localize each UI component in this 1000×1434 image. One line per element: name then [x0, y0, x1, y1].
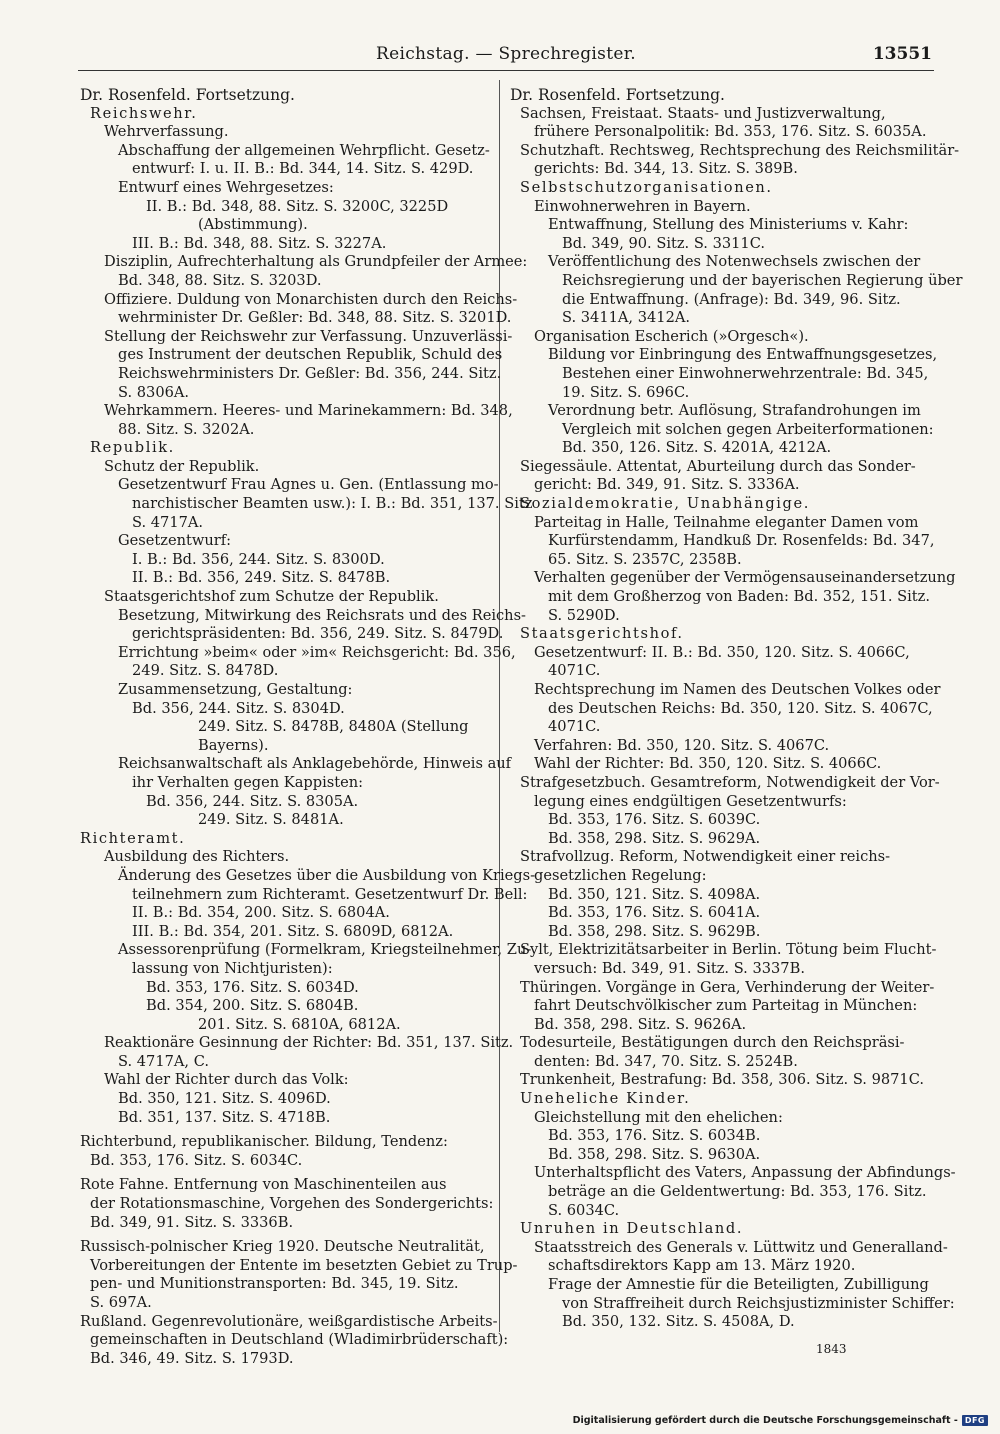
index-line: Bd. 356, 244. Sitz. S. 8304D. — [132, 699, 345, 717]
index-line: Staatsgerichtshof zum Schutze der Republik. — [104, 588, 439, 606]
index-line: Wahl der Richter: Bd. 350, 120. Sitz. S. 4066C. — [534, 755, 882, 773]
index-line: Bd. 354, 200. Sitz. S. 6804B. — [146, 997, 359, 1015]
index-line: Rote Fahne. Entfernung von Maschinenteilen aus — [80, 1176, 447, 1194]
index-line: Gleichstellung mit den ehelichen: — [534, 1108, 783, 1126]
dfg-logo: DFG — [962, 1415, 988, 1426]
index-line: Selbstschutzorganisationen. — [520, 178, 773, 196]
index-line: Bildung vor Einbringung des Entwaffnungsgesetzes, — [548, 346, 938, 364]
index-line: gericht: Bd. 349, 91. Sitz. S. 3336A. — [534, 476, 800, 494]
index-line: Bd. 353, 176. Sitz. S. 6039C. — [548, 811, 761, 829]
index-line: Abschaffung der allgemeinen Wehrpflicht. Gesetz- — [118, 141, 490, 159]
index-line: Gesetzentwurf: — [118, 532, 232, 550]
index-line: Veröffentlichung des Notenwechsels zwischen der — [548, 253, 921, 271]
index-line: Wehrkammern. Heeres- und Marinekammern: Bd. 348, — [104, 402, 513, 420]
index-line: von Straffreiheit durch Reichsjustizminister Schiffer: — [562, 1294, 955, 1312]
index-line: Bestehen einer Einwohnerwehrzentrale: Bd. 345, — [562, 364, 929, 382]
index-line: Vorbereitungen der Entente im besetzten Gebiet zu Trup- — [90, 1256, 518, 1274]
index-line: Rechtsprechung im Namen des Deutschen Volkes oder — [534, 681, 941, 698]
index-line: Strafgesetzbuch. Gesamtreform, Notwendigkeit der Vor- — [520, 773, 940, 791]
index-line: Einwohnerwehren in Bayern. — [534, 197, 751, 215]
index-line: 201. Sitz. S. 6810A, 6812A. — [198, 1015, 401, 1033]
index-line: Bd. 358, 298. Sitz. S. 9626A. — [534, 1015, 747, 1033]
index-line: Assessorenprüfung (Formelkram, Kriegsteilnehmer, Zu- — [118, 941, 532, 959]
index-line: III. B.: Bd. 348, 88. Sitz. S. 3227A. — [132, 234, 387, 252]
page-header — [78, 40, 934, 71]
index-line: Unterhaltspflicht des Vaters, Anpassung der Abfindungs- — [534, 1164, 956, 1182]
index-line: Reichsregierung und der bayerischen Regierung über — [562, 271, 963, 289]
index-line: teilnehmern zum Richteramt. Gesetzentwurf Dr. Bell: — [132, 885, 528, 903]
index-line: Staatsgerichtshof. — [520, 625, 684, 643]
index-line: II. B.: Bd. 356, 249. Sitz. S. 8478B. — [132, 569, 391, 587]
index-line: Verordnung betr. Auflösung, Strafandrohungen im — [548, 402, 921, 420]
index-line: Bd. 353, 176. Sitz. S. 6034C. — [90, 1151, 303, 1169]
index-line: S. 6034C. — [548, 1201, 620, 1219]
index-line: S. 697A. — [90, 1294, 152, 1311]
index-line: frühere Personalpolitik: Bd. 353, 176. Sitz. S. 6035A. — [534, 123, 927, 141]
index-line: Reichswehr. — [90, 104, 198, 122]
index-line: gerichts: Bd. 344, 13. Sitz. S. 389B. — [534, 160, 798, 178]
index-line: Richteramt. — [80, 829, 186, 847]
column-heading: Dr. Rosenfeld. Fortsetzung. — [80, 86, 295, 104]
index-line: Parteitag in Halle, Teilnahme eleganter Damen vom — [534, 513, 919, 531]
index-line: Republik. — [90, 439, 175, 457]
index-line: Bd. 358, 298. Sitz. S. 9630A. — [548, 1145, 761, 1163]
index-line: Frage der Amnestie für die Beteiligten, Zubilligung — [548, 1276, 929, 1293]
index-line: Verhalten gegenüber der Vermögensauseinandersetzung — [534, 569, 956, 587]
index-line: pen- und Munitionstransporten: Bd. 345, 19. Sitz. — [90, 1275, 459, 1293]
index-line: Sozialdemokratie, Unabhängige. — [520, 495, 810, 513]
index-line: versuch: Bd. 349, 91. Sitz. S. 3337B. — [534, 959, 805, 977]
index-line: Schutz der Republik. — [104, 457, 260, 475]
index-line: III. B.: Bd. 354, 201. Sitz. S. 6809D, 6812A. — [132, 922, 454, 940]
index-line: 249. Sitz. S. 8478B, 8480A (Stellung — [198, 718, 469, 736]
index-line: Änderung des Gesetzes über die Ausbildung von Kriegs- — [118, 866, 536, 884]
index-line: Bd. 346, 49. Sitz. S. 1793D. — [90, 1349, 294, 1367]
index-line: mit dem Großherzog von Baden: Bd. 352, 151. Sitz. — [548, 588, 930, 606]
index-line: Gesetzentwurf: II. B.: Bd. 350, 120. Sitz. S. 4066C, — [534, 643, 910, 661]
index-line: Bd. 353, 176. Sitz. S. 6034D. — [146, 978, 359, 996]
index-line: I. B.: Bd. 356, 244. Sitz. S. 8300D. — [132, 550, 385, 568]
index-line: Bd. 350, 121. Sitz. S. 4098A. — [548, 885, 761, 903]
index-line: 249. Sitz. S. 8478D. — [132, 662, 279, 680]
index-line: Kurfürstendamm, Handkuß Dr. Rosenfelds: Bd. 347, — [548, 532, 935, 550]
index-line: Thüringen. Vorgänge in Gera, Verhinderung der Weiter- — [520, 978, 935, 996]
index-line: Stellung der Reichswehr zur Verfassung. Unzuverlässi- — [104, 327, 513, 345]
index-line: 4071C. — [548, 662, 601, 680]
index-line: des Deutschen Reichs: Bd. 350, 120. Sitz. S. 4067C, — [548, 699, 933, 717]
index-line: Bd. 353, 176. Sitz. S. 6041A. — [548, 904, 761, 922]
index-line: Uneheliche Kinder. — [520, 1090, 691, 1108]
index-line: 19. Sitz. S. 696C. — [562, 383, 690, 401]
index-line: (Abstimmung). — [198, 216, 308, 234]
index-line: Rußland. Gegenrevolutionäre, weißgardistische Arbeits- — [80, 1312, 498, 1330]
index-line: Staatsstreich des Generals v. Lüttwitz und Generalland- — [534, 1238, 948, 1256]
index-line: wehrminister Dr. Geßler: Bd. 348, 88. Sitz. S. 3201D. — [118, 309, 512, 327]
index-line: Bd. 358, 298. Sitz. S. 9629A. — [548, 829, 761, 847]
index-line: narchistischer Beamten usw.): I. B.: Bd. 351, 137. Sitz — [132, 495, 533, 513]
index-line: S. 8306A. — [118, 383, 190, 401]
index-line: Bd. 349, 91. Sitz. S. 3336B. — [90, 1213, 294, 1231]
index-line: Reaktionäre Gesinnung der Richter: Bd. 351, 137. Sitz. — [104, 1034, 514, 1052]
index-line: gerichtspräsidenten: Bd. 356, 249. Sitz. S. 8479D. — [132, 625, 504, 643]
index-line: II. B.: Bd. 354, 200. Sitz. S. 6804A. — [132, 904, 390, 922]
column-heading: Dr. Rosenfeld. Fortsetzung. — [510, 86, 725, 104]
index-line: Reichswehrministers Dr. Geßler: Bd. 356, 244. Sitz. — [118, 364, 502, 382]
index-line: II. B.: Bd. 348, 88. Sitz. S. 3200C, 3225D — [146, 197, 449, 215]
index-line: Bd. 353, 176. Sitz. S. 6034B. — [548, 1127, 761, 1145]
index-line: Verfahren: Bd. 350, 120. Sitz. S. 4067C. — [534, 736, 830, 754]
index-line: S. 5290D. — [548, 606, 620, 624]
footer-text: Digitalisierung gefördert durch die Deutsche Forschungsgemeinschaft - — [572, 1415, 958, 1426]
left-column — [80, 86, 536, 1368]
index-line: gemeinschaften in Deutschland (Wladimirbrüderschaft): — [90, 1331, 509, 1349]
index-line: Bd. 358, 298. Sitz. S. 9629B. — [548, 922, 761, 940]
index-line: Bd. 349, 90. Sitz. S. 3311C. — [562, 234, 766, 252]
index-line: Bayerns). — [198, 736, 269, 754]
index-line: fahrt Deutschvölkischer zum Parteitag in München: — [534, 997, 918, 1015]
index-line: Todesurteile, Bestätigungen durch den Reichspräsi- — [520, 1034, 905, 1052]
index-line: schaftsdirektors Kapp am 13. März 1920. — [548, 1257, 856, 1275]
index-line: Entwurf eines Wehrgesetzes: — [118, 178, 334, 196]
index-line: Bd. 350, 121. Sitz. S. 4096D. — [118, 1090, 331, 1108]
index-line: entwurf: I. u. II. B.: Bd. 344, 14. Sitz. S. 429D. — [132, 160, 474, 178]
index-line: Offiziere. Duldung von Monarchisten durch den Reichs- — [104, 290, 518, 308]
index-line: Gesetzentwurf Frau Agnes u. Gen. (Entlassung mo- — [118, 476, 499, 494]
index-line: 88. Sitz. S. 3202A. — [118, 420, 255, 438]
index-line: gesetzlichen Regelung: — [534, 866, 707, 884]
index-line: S. 4717A, C. — [118, 1052, 209, 1070]
index-line: Siegessäule. Attentat, Aburteilung durch das Sonder- — [520, 457, 916, 475]
index-line: der Rotationsmaschine, Vorgehen des Sondergerichts: — [90, 1195, 494, 1213]
index-line: Bd. 350, 132. Sitz. S. 4508A, D. — [562, 1313, 795, 1331]
index-line: Vergleich mit solchen gegen Arbeiterformationen: — [562, 420, 934, 438]
index-line: 4071C. — [548, 718, 601, 736]
index-line: Organisation Escherich (»Orgesch«). — [534, 327, 809, 345]
index-line: Unruhen in Deutschland. — [520, 1220, 744, 1238]
index-line: S. 4717A. — [132, 513, 204, 531]
index-line: lassung von Nichtjuristen): — [132, 959, 333, 977]
index-line: Entwaffnung, Stellung des Ministeriums v. Kahr: — [548, 216, 909, 234]
index-line: die Entwaffnung. (Anfrage): Bd. 349, 96. Sitz. — [562, 290, 901, 308]
index-line: Strafvollzug. Reform, Notwendigkeit einer reichs- — [520, 848, 891, 866]
index-line: Disziplin, Aufrechterhaltung als Grundpfeiler der Armee: — [104, 253, 528, 271]
index-line: Wehrverfassung. — [104, 123, 229, 141]
index-line: Ausbildung des Richters. — [104, 848, 290, 866]
index-line: denten: Bd. 347, 70. Sitz. S. 2524B. — [534, 1052, 798, 1070]
index-line: ges Instrument der deutschen Republik, Schuld des — [118, 346, 503, 364]
index-line: S. 3411A, 3412A. — [562, 309, 691, 327]
footer-credit — [573, 1415, 988, 1426]
index-line: 249. Sitz. S. 8481A. — [198, 811, 344, 829]
folio-number: 1843 — [816, 1342, 847, 1356]
index-line: Zusammensetzung, Gestaltung: — [118, 681, 353, 698]
index-line: Trunkenheit, Bestrafung: Bd. 358, 306. Sitz. S. 9871C. — [520, 1071, 925, 1089]
index-line: beträge an die Geldentwertung: Bd. 353, 176. Sitz. — [548, 1183, 927, 1201]
index-line: Bd. 350, 126. Sitz. S. 4201A, 4212A. — [562, 439, 832, 457]
index-line: Besetzung, Mitwirkung des Reichsrats und des Reichs- — [118, 606, 526, 624]
index-line: Russisch-polnischer Krieg 1920. Deutsche Neutralität, — [80, 1238, 485, 1256]
index-line: Reichsanwaltschaft als Anklagebehörde, Hinweis auf — [118, 755, 512, 773]
index-line: Bd. 356, 244. Sitz. S. 8305A. — [146, 792, 359, 810]
index-line: Bd. 351, 137. Sitz. S. 4718B. — [118, 1108, 331, 1126]
running-title: Reichstag. — Sprechregister. — [376, 44, 636, 64]
right-column — [510, 86, 963, 1332]
index-line: Errichtung »beim« oder »im« Reichsgericht: Bd. 356, — [118, 643, 516, 661]
index-line: Sachsen, Freistaat. Staats- und Justizverwaltung, — [520, 104, 886, 122]
index-line: Sylt, Elektrizitätsarbeiter in Berlin. Tötung beim Flucht- — [520, 941, 937, 959]
index-line: legung eines endgültigen Gesetzentwurfs: — [534, 792, 847, 810]
page-number: 13551 — [872, 44, 932, 64]
index-line: Bd. 348, 88. Sitz. S. 3203D. — [118, 271, 322, 289]
index-line: Wahl der Richter durch das Volk: — [104, 1071, 349, 1089]
index-line: 65. Sitz. S. 2357C, 2358B. — [548, 550, 742, 568]
index-line: Schutzhaft. Rechtsweg, Rechtsprechung des Reichsmilitär- — [520, 141, 960, 159]
index-line: ihr Verhalten gegen Kappisten: — [132, 773, 364, 791]
index-line: Richterbund, republikanischer. Bildung, Tendenz: — [80, 1133, 448, 1151]
